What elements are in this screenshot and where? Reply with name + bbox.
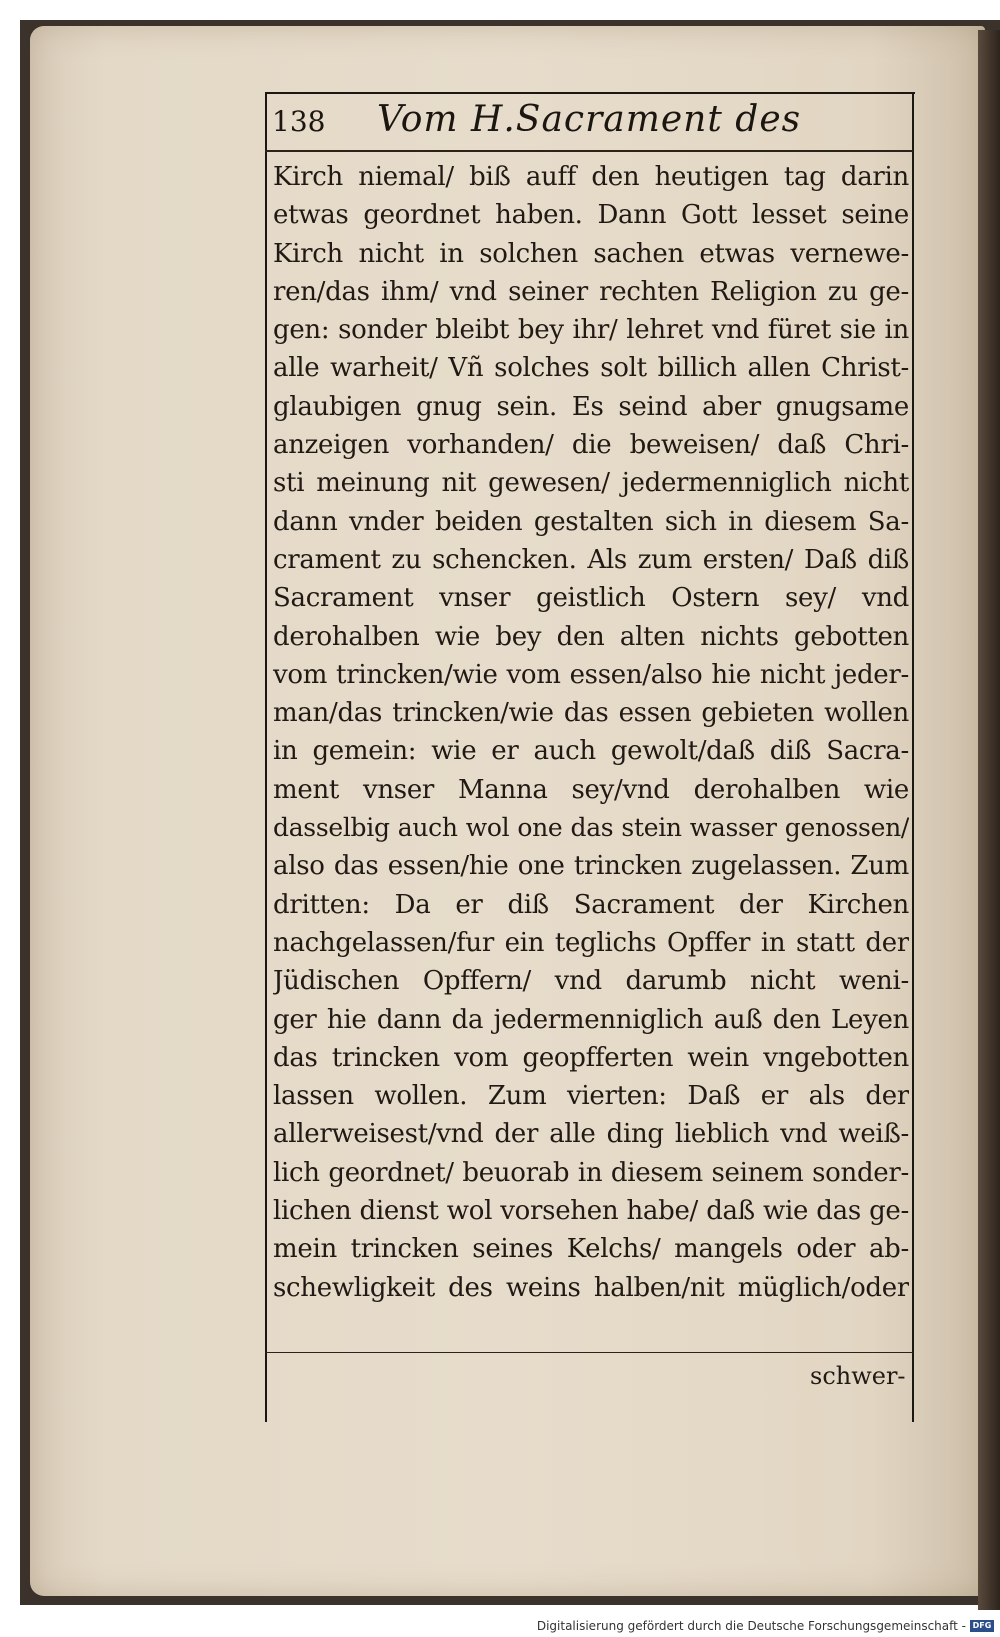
text-line: alle warheit/ Vñ solches solt billich allen Christ- xyxy=(273,353,909,384)
text-line: gen: sonder bleibt bey ihr/ lehret vnd füret sie in xyxy=(273,315,909,346)
text-line: vom trincken/wie vom essen/also hie nicht jeder- xyxy=(273,659,909,690)
text-line: ger hie dann da jedermenniglich auß den Leyen xyxy=(273,1004,909,1035)
text-line: also das essen/hie one trincken zugelassen. Zum xyxy=(273,851,909,882)
text-line: crament zu schencken. Als zum ersten/ Daß diß xyxy=(273,544,909,575)
text-line: lassen wollen. Zum vierten: Daß er als der xyxy=(273,1081,909,1112)
text-line: nachgelassen/fur ein teglichs Opffer in statt der xyxy=(273,927,909,958)
frame-top-rule xyxy=(265,92,915,94)
text-line: glaubigen gnug sein. Es seind aber gnugsame xyxy=(273,391,909,422)
text-line: allerweisest/vnd der alle ding lieblich vnd weiß- xyxy=(273,1119,909,1150)
text-line: anzeigen vorhanden/ die beweisen/ daß Chri- xyxy=(273,430,909,461)
page-header xyxy=(272,95,908,151)
dfg-logo: DFG xyxy=(970,1620,994,1632)
body-text xyxy=(273,158,909,1346)
text-line: Kirch niemal/ biß auff den heutigen tag darin xyxy=(273,162,909,192)
catchword: schwer- xyxy=(810,1362,906,1390)
text-line: mein trincken seines Kelchs/ mangels oder ab- xyxy=(273,1234,909,1265)
frame-right-rule xyxy=(912,92,914,1422)
text-line: man/das trincken/wie das essen gebieten wollen xyxy=(273,698,909,729)
frame-left-rule xyxy=(265,92,267,1422)
text-line: sti meinung nit gewesen/ jedermenniglich nicht xyxy=(273,468,909,499)
text-line: das trincken vom geopfferten wein vngebotten xyxy=(273,1042,909,1073)
digitization-footer xyxy=(0,1617,1000,1637)
text-line: ment vnser Manna sey/vnd derohalben wie xyxy=(273,774,909,805)
text-line: schewligkeit des weins halben/nit müglich/oder xyxy=(273,1272,909,1303)
page-edge-shadow xyxy=(978,30,1000,1610)
text-line: lich geordnet/ beuorab in diesem seinem sonder- xyxy=(273,1157,909,1188)
text-line: ren/das ihm/ vnd seiner rechten Religion zu ge- xyxy=(273,276,909,307)
text-line: lichen dienst wol vorsehen habe/ daß wie das ge- xyxy=(273,1196,909,1227)
text-line: Sacrament vnser geistlich Ostern sey/ vnd xyxy=(273,583,909,614)
text-line: Jüdischen Opffern/ vnd darumb nicht weni- xyxy=(273,966,909,997)
funding-credit: Digitalisierung gefördert durch die Deutsche Forschungsgemeinschaft - xyxy=(536,1619,966,1633)
text-line: dann vnder beiden gestalten sich in diesem Sa- xyxy=(273,506,909,537)
text-line: Kirch nicht in solchen sachen etwas vernewe- xyxy=(273,238,909,269)
text-line: etwas geordnet haben. Dann Gott lesset seine xyxy=(273,200,909,231)
text-line: in gemein: wie er auch gewolt/daß diß Sacra- xyxy=(273,736,909,767)
page-number: 138 xyxy=(272,105,326,138)
running-head: Vom H.Sacrament des xyxy=(377,99,802,140)
text-line: dasselbig auch wol one das stein wasser genossen/ xyxy=(273,813,909,843)
text-line: dritten: Da er diß Sacrament der Kirchen xyxy=(273,889,909,920)
footer-rule xyxy=(265,1352,913,1353)
text-line: derohalben wie bey den alten nichts gebotten xyxy=(273,621,909,652)
